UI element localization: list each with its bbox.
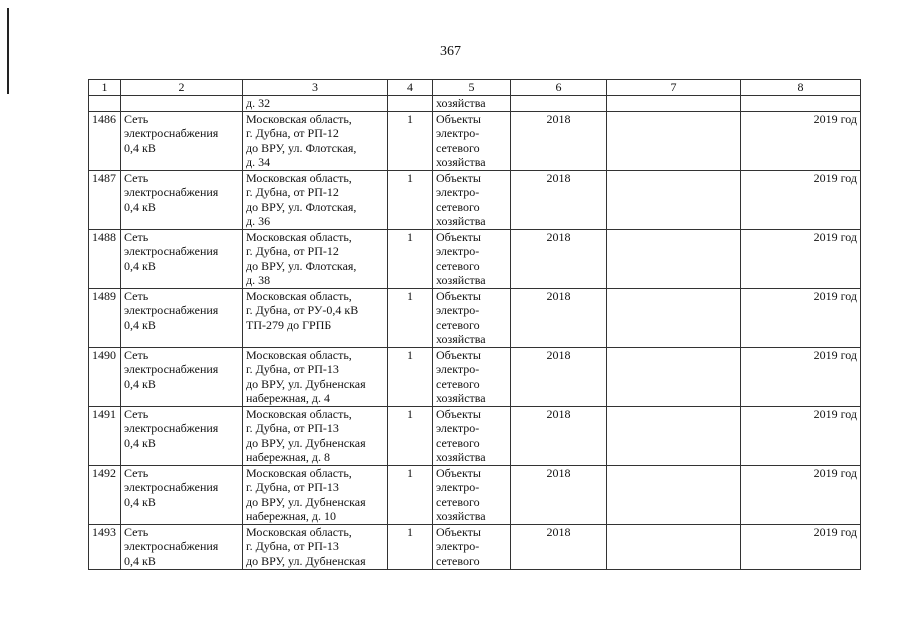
cell-qty: 1 xyxy=(388,465,433,524)
cell-address-line: Московская область, xyxy=(246,229,352,244)
cell-name-line: 0,4 кВ xyxy=(124,553,156,568)
cell-term: 2019 год xyxy=(741,347,861,406)
cell-qty: 1 xyxy=(388,111,433,170)
cell-object-line: сетевого xyxy=(436,199,480,214)
header-cell: 7 xyxy=(607,80,741,96)
cell-address-line: г. Дубна, от РП-13 xyxy=(246,480,339,494)
cell-num xyxy=(89,96,121,112)
cell-year: 2018 xyxy=(511,111,607,170)
cell-name-line: электроснабжения xyxy=(124,362,219,376)
cell-num: 1493 xyxy=(89,524,121,569)
cell-address xyxy=(243,170,388,229)
cell-term: 2019 год xyxy=(741,465,861,524)
header-cell: 5 xyxy=(433,80,511,96)
cell-term: 2019 год xyxy=(741,170,861,229)
cell-term: 2019 год xyxy=(741,288,861,347)
cell-object-line: электро- xyxy=(436,185,480,199)
cell-year: 2018 xyxy=(511,347,607,406)
table-row xyxy=(89,347,861,406)
cell-object-line: Объекты xyxy=(436,347,481,362)
cell-name-line: 0,4 кВ xyxy=(124,199,156,214)
cell-name-line: Сеть xyxy=(124,347,149,362)
cell-num: 1490 xyxy=(89,347,121,406)
cell-name xyxy=(121,406,243,465)
cell-object xyxy=(433,347,511,406)
header-row xyxy=(89,80,861,96)
cell-qty: 1 xyxy=(388,170,433,229)
cell-address-line: до ВРУ, ул. Дубненская xyxy=(246,435,366,450)
header-cell: 4 xyxy=(388,80,433,96)
cell-object-line: Объекты xyxy=(436,229,481,244)
cell-year: 2018 xyxy=(511,406,607,465)
cell-address xyxy=(243,111,388,170)
cell-name-line: электроснабжения xyxy=(124,539,219,553)
cell-col7 xyxy=(607,347,741,406)
cell-address-line: д. 38 xyxy=(246,273,271,287)
continuation-row xyxy=(89,96,861,112)
cell-name-line: Сеть xyxy=(124,229,149,244)
cell-object-line: сетевого xyxy=(436,553,480,568)
cell-name-line: электроснабжения xyxy=(124,185,219,199)
cell-object xyxy=(433,288,511,347)
cell-object-line: электро- xyxy=(436,421,480,435)
cell-num: 1487 xyxy=(89,170,121,229)
cell-address xyxy=(243,524,388,569)
cell-address-line: г. Дубна, от РП-12 xyxy=(246,185,339,199)
cell-name-line: Сеть xyxy=(124,465,149,480)
cell-address-line: д. 36 xyxy=(246,214,271,228)
cell-name xyxy=(121,347,243,406)
cell-address-line: до ВРУ, ул. Дубненская xyxy=(246,376,366,391)
cell-name-line: электроснабжения xyxy=(124,244,219,258)
cell-name xyxy=(121,288,243,347)
cell-term: 2019 год xyxy=(741,111,861,170)
cell-object-line: электро- xyxy=(436,480,480,494)
cell-object xyxy=(433,406,511,465)
cell-address-line: г. Дубна, от РП-12 xyxy=(246,126,339,140)
cell-num: 1489 xyxy=(89,288,121,347)
cell-address-line: ТП-279 до ГРПБ xyxy=(246,317,332,332)
cell-object-line: хозяйства xyxy=(436,450,486,464)
cell-name-line: электроснабжения xyxy=(124,421,219,435)
table-row xyxy=(89,288,861,347)
cell-object-line: сетевого xyxy=(436,494,480,509)
cell-col7 xyxy=(607,111,741,170)
cell-qty: 1 xyxy=(388,229,433,288)
cell-name xyxy=(121,465,243,524)
cell-address xyxy=(243,347,388,406)
cell-name-line: 0,4 кВ xyxy=(124,435,156,450)
cell-address xyxy=(243,465,388,524)
cell-name xyxy=(121,111,243,170)
cell-object-line: хозяйства xyxy=(436,332,486,346)
cell-address-line: набережная, д. 10 xyxy=(246,509,337,523)
cell-name-line: электроснабжения xyxy=(124,126,219,140)
cell-name xyxy=(121,524,243,569)
cell-object-line: Объекты xyxy=(436,406,481,421)
cell-term: 2019 год xyxy=(741,524,861,569)
cell-address-line: до ВРУ, ул. Флотская, xyxy=(246,199,357,214)
header-cell: 2 xyxy=(121,80,243,96)
cell-col7 xyxy=(607,96,741,112)
cell-object-line: Объекты xyxy=(436,465,481,480)
cell-address-line: Московская область, xyxy=(246,465,352,480)
cell-col7 xyxy=(607,524,741,569)
cell-object-line: электро- xyxy=(436,539,480,553)
cell-year: 2018 xyxy=(511,465,607,524)
cell-object-line: хозяйства xyxy=(436,214,486,228)
cell-address-line: г. Дубна, от РП-13 xyxy=(246,421,339,435)
cell-address-line: г. Дубна, от РП-12 xyxy=(246,244,339,258)
cell-year: 2018 xyxy=(511,170,607,229)
register-table xyxy=(88,79,861,570)
cell-term xyxy=(741,96,861,112)
cell-year: 2018 xyxy=(511,288,607,347)
table-row xyxy=(89,229,861,288)
cell-object: хозяйства xyxy=(433,96,511,112)
cell-year: 2018 xyxy=(511,229,607,288)
cell-object xyxy=(433,229,511,288)
cell-year xyxy=(511,96,607,112)
cell-qty: 1 xyxy=(388,288,433,347)
header-cell: 6 xyxy=(511,80,607,96)
cell-name-line: Сеть xyxy=(124,111,149,126)
cell-name-line: Сеть xyxy=(124,288,149,303)
cell-object-line: хозяйства xyxy=(436,509,486,523)
cell-name xyxy=(121,96,243,112)
cell-address-line: Московская область, xyxy=(246,288,352,303)
cell-object-line: сетевого xyxy=(436,435,480,450)
cell-address-line: до ВРУ, ул. Дубненская xyxy=(246,553,366,568)
page-number: 367 xyxy=(440,44,461,59)
cell-address-line: набережная, д. 8 xyxy=(246,450,331,464)
header-cell: 8 xyxy=(741,80,861,96)
cell-object-line: сетевого xyxy=(436,258,480,273)
cell-term: 2019 год xyxy=(741,406,861,465)
cell-term: 2019 год xyxy=(741,229,861,288)
cell-address-line: г. Дубна, от РУ-0,4 кВ xyxy=(246,303,359,317)
cell-num: 1488 xyxy=(89,229,121,288)
cell-object-line: хозяйства xyxy=(436,391,486,405)
cell-object-line: Объекты xyxy=(436,111,481,126)
cell-col7 xyxy=(607,406,741,465)
cell-address-line: до ВРУ, ул. Флотская, xyxy=(246,140,357,155)
cell-name-line: электроснабжения xyxy=(124,303,219,317)
cell-name-line: 0,4 кВ xyxy=(124,494,156,509)
cell-address-line: Московская область, xyxy=(246,347,352,362)
cell-name xyxy=(121,170,243,229)
cell-object xyxy=(433,465,511,524)
cell-qty: 1 xyxy=(388,406,433,465)
cell-name-line: 0,4 кВ xyxy=(124,376,156,391)
cell-address-line: г. Дубна, от РП-13 xyxy=(246,539,339,553)
cell-num: 1491 xyxy=(89,406,121,465)
cell-address-line: набережная, д. 4 xyxy=(246,391,331,405)
cell-col7 xyxy=(607,170,741,229)
cell-num: 1486 xyxy=(89,111,121,170)
cell-address xyxy=(243,288,388,347)
cell-address xyxy=(243,406,388,465)
header-cell: 3 xyxy=(243,80,388,96)
cell-object-line: Объекты xyxy=(436,170,481,185)
table-row xyxy=(89,465,861,524)
cell-col7 xyxy=(607,229,741,288)
cell-object-line: электро- xyxy=(436,244,480,258)
cell-qty xyxy=(388,96,433,112)
cell-address-line: Московская область, xyxy=(246,524,352,539)
cell-name-line: 0,4 кВ xyxy=(124,140,156,155)
cell-object-line: хозяйства xyxy=(436,273,486,287)
cell-object-line: электро- xyxy=(436,303,480,317)
cell-object-line: Объекты xyxy=(436,288,481,303)
cell-address-line: д. 34 xyxy=(246,155,271,169)
cell-name-line: 0,4 кВ xyxy=(124,258,156,273)
header-cell: 1 xyxy=(89,80,121,96)
cell-num: 1492 xyxy=(89,465,121,524)
cell-name xyxy=(121,229,243,288)
cell-object-line: сетевого xyxy=(436,317,480,332)
cell-col7 xyxy=(607,465,741,524)
table-row xyxy=(89,524,861,569)
cell-name-line: Сеть xyxy=(124,524,149,539)
cell-object-line: электро- xyxy=(436,126,480,140)
table-row xyxy=(89,170,861,229)
cell-address-line: Московская область, xyxy=(246,170,352,185)
cell-address xyxy=(243,229,388,288)
cell-col7 xyxy=(607,288,741,347)
cell-year: 2018 xyxy=(511,524,607,569)
cell-address: д. 32 xyxy=(243,96,388,112)
cell-name-line: Сеть xyxy=(124,406,149,421)
table-body xyxy=(89,80,861,570)
cell-object xyxy=(433,111,511,170)
table-row xyxy=(89,111,861,170)
cell-address-line: Московская область, xyxy=(246,406,352,421)
cell-object xyxy=(433,524,511,569)
cell-address-line: до ВРУ, ул. Флотская, xyxy=(246,258,357,273)
cell-address-line: Московская область, xyxy=(246,111,352,126)
cell-name-line: электроснабжения xyxy=(124,480,219,494)
cell-object-line: сетевого xyxy=(436,140,480,155)
cell-address-line: г. Дубна, от РП-13 xyxy=(246,362,339,376)
cell-address-line: до ВРУ, ул. Дубненская xyxy=(246,494,366,509)
cell-object-line: Объекты xyxy=(436,524,481,539)
cell-name-line: Сеть xyxy=(124,170,149,185)
cell-name-line: 0,4 кВ xyxy=(124,317,156,332)
cell-object xyxy=(433,170,511,229)
cell-qty: 1 xyxy=(388,347,433,406)
table-row xyxy=(89,406,861,465)
cell-qty: 1 xyxy=(388,524,433,569)
cell-object-line: электро- xyxy=(436,362,480,376)
cell-object-line: сетевого xyxy=(436,376,480,391)
cell-object-line: хозяйства xyxy=(436,155,486,169)
